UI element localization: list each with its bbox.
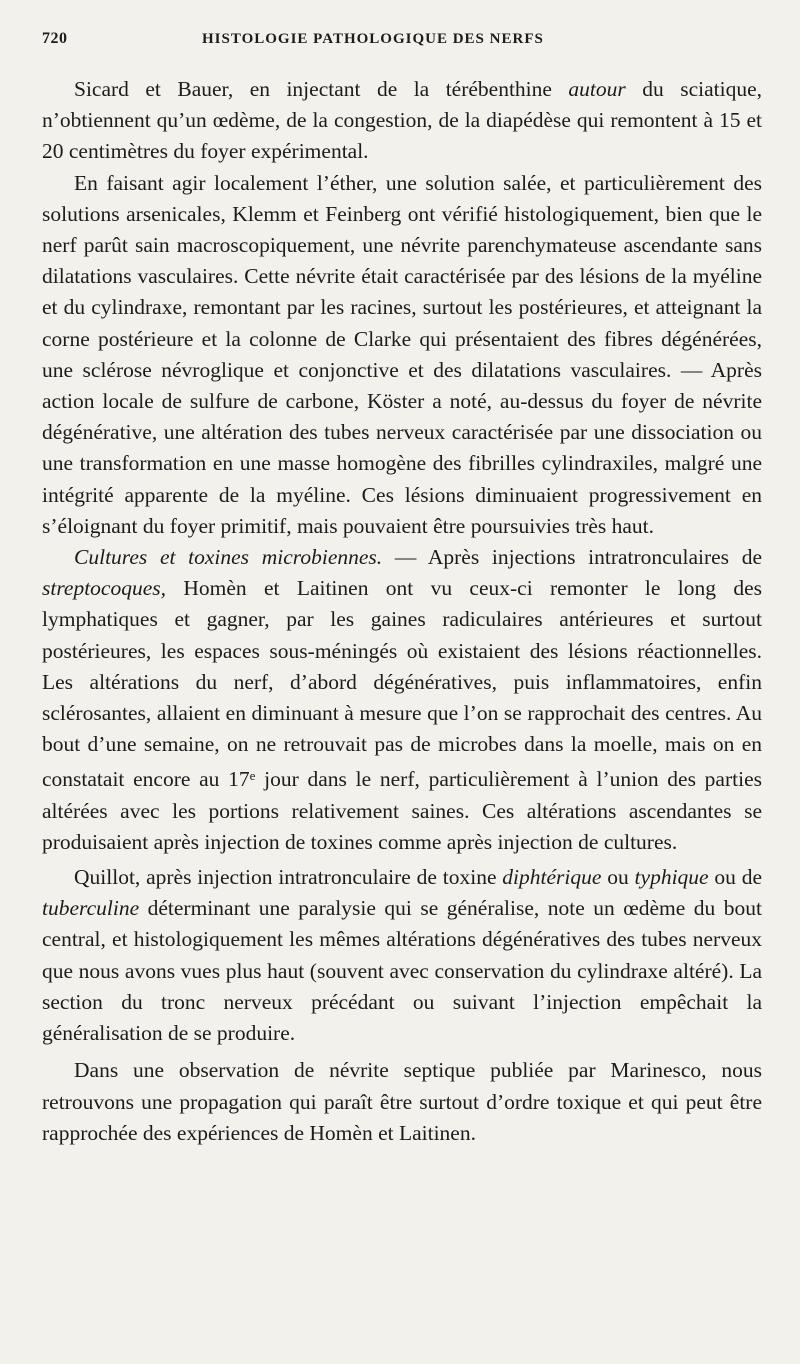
paragraph-1-text-rest: du sciatique, n’obtiennent qu’un œdème, de la congestion, de la diapédèse qui remontent à 15 et 20 centimètres du foyer expérimental.: [42, 77, 762, 164]
paragraph-5: Dans une observation de névrite septique publiée par Marinesco, nous retrouvons une propagation qui paraît être surtout d’ordre toxique et qui peut être rapprochée des expériences de Homèn et Laitinen.: [42, 1058, 762, 1145]
body-text: [42, 74, 762, 1149]
paragraph-4: [42, 862, 762, 1049]
paragraph-4-emphasis-3: tuberculine: [42, 896, 140, 921]
paragraph-1-text: Sicard et Bauer, en injectant de la térébenthine: [74, 77, 569, 101]
paragraph-3-text-a: — Après injections intratronculaires de: [382, 545, 763, 570]
superscript: e: [249, 768, 256, 784]
paragraph-3-text-b: Homèn et Laitinen ont vu ceux-ci remonter le long des lymphatiques et gagner, par les gaines radiculaires antérieures et surtout postérieures, les espaces sous-méningés où existaient des lésions réactionnelles. Les altérations du nerf, d’abord dégénératives, puis inflammatoires, enfin sclérosantes, allaient en diminuant à mesure que l’on se rapprochait des centres. Au bout d’une semaine, on ne retrouvait pas de microbes dans la moelle, mais on en constatait encore au 17: [42, 576, 762, 792]
paragraph-3-text-c: jour dans le nerf, particulièrement à l’union des parties altérées avec les portions relativement saines. Ces altérations ascendantes se produisaient après injection de toxines comme après injection de cultures.: [42, 767, 762, 854]
paragraph-4-emphasis-2: typhique: [634, 865, 709, 890]
paragraph-1-emphasis: autour: [568, 77, 626, 101]
paragraph-2: En faisant agir localement l’éther, une solution salée, et particulièrement des solutions arsenicales, Klemm et Feinberg ont vérifié histologiquement, bien que le nerf parût sain macroscopiquement, une névrite parenchymateuse ascendante sans dilatations vasculaires. Cette névrite était caractérisée par des lésions de la myéline et du cylindraxe, remontant par les racines, surtout les postérieures, et atteignant la corne postérieure et la colonne de Clarke qui présentaient des fibres dégénérées, une sclérose névroglique et conjonctive et des dilatations vasculaires. — Après action locale de sulfure de carbone, Köster a noté, au-dessus du foyer de névrite dégénérative, une altération des tubes nerveux caractérisée par une dissociation ou une transformation en une masse homogène des fibrilles cylindraxiles, malgré une intégrité apparente de la myéline. Ces lésions diminuaient progressivement en s’éloignant du foyer primitif, mais pouvaient être poursuivies très haut.: [42, 170, 762, 538]
paragraph-4-text-b: ou: [601, 865, 635, 890]
paragraph-4-emphasis-1: diphtérique: [502, 865, 602, 890]
paragraph-4-text-c: ou de: [708, 865, 763, 890]
page-number: 720: [42, 30, 68, 47]
paragraph-4-text-a: Quillot, après injection intratronculaire de toxine: [74, 865, 503, 890]
section-heading-cultures: Cultures et toxines microbiennes.: [74, 545, 383, 570]
paragraph-1: [42, 74, 762, 168]
paragraph-3-emphasis: streptocoques,: [42, 576, 167, 601]
paragraph-4-text-d: déterminant une paralysie qui se généralise, note un œdème du bout central, et histologiquement les mêmes altérations dégénératives des tubes nerveux que nous avons vues plus haut (souvent avec conservation du cylindraxe altéré). La section du tronc nerveux précédant ou suivant l’injection empêchait la généralisation de se produire.: [42, 896, 762, 1046]
paragraph-3: [42, 542, 762, 858]
page-header: [42, 30, 762, 60]
running-title: HISTOLOGIE PATHOLOGIQUE DES NERFS: [202, 31, 544, 47]
